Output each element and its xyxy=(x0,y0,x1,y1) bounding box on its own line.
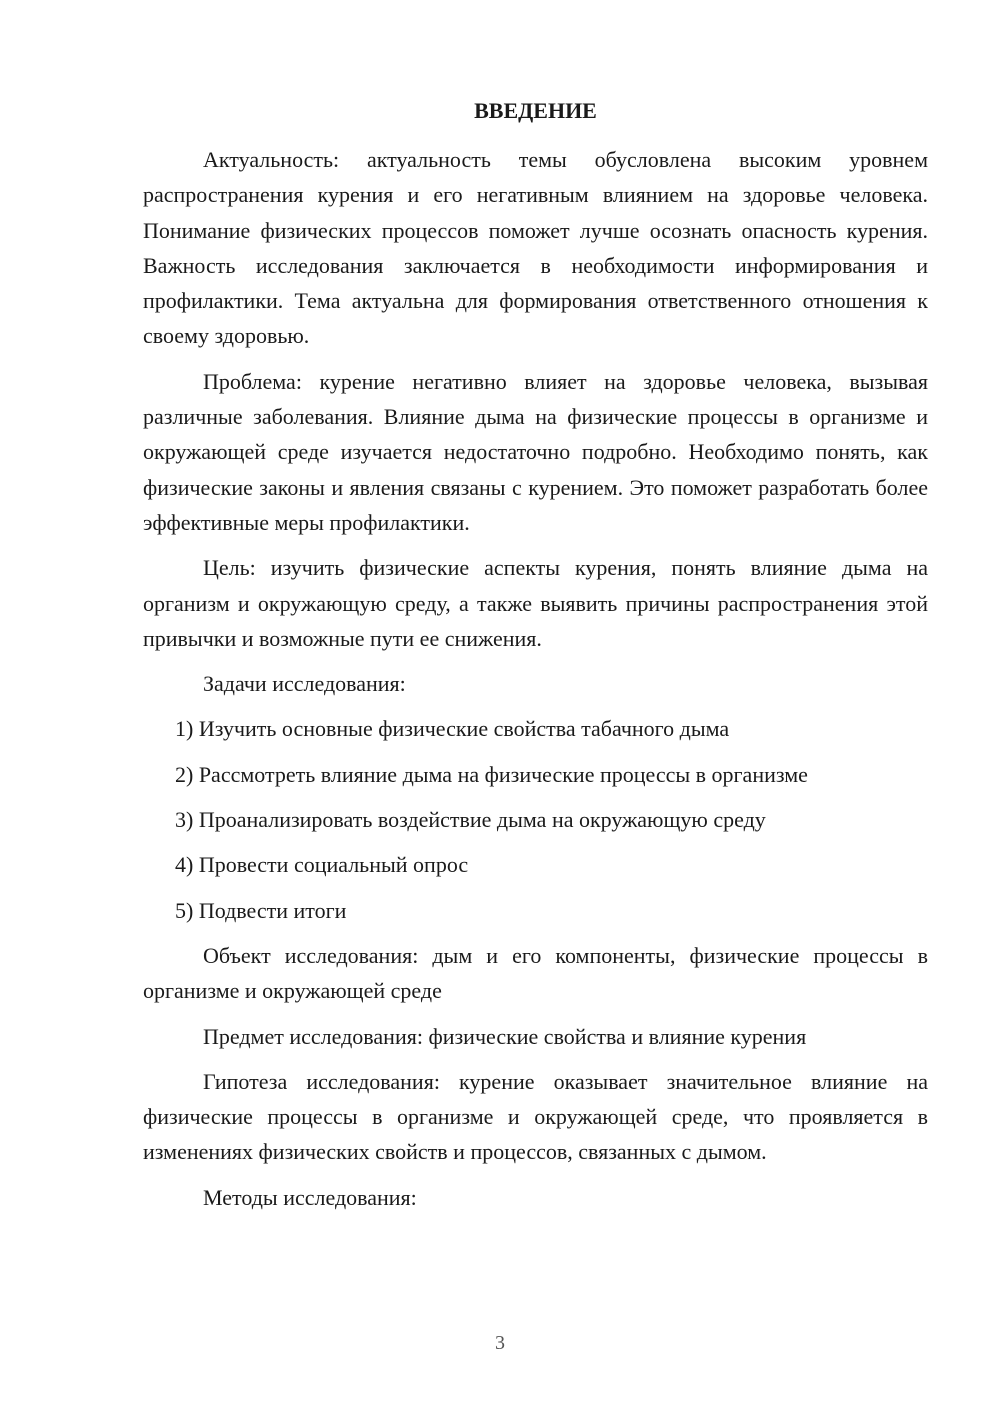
task-item: 3) Проанализировать воздействие дыма на окружающую среду xyxy=(175,807,766,833)
section-heading: ВВЕДЕНИЕ xyxy=(474,98,597,123)
paragraph-methods: Методы исследования: xyxy=(203,1184,417,1210)
task-item: 2) Рассмотреть влияние дыма на физические процессы в организме xyxy=(175,761,808,787)
paragraph-hypothesis: Гипотеза исследования: курение оказывает значительное влияние на физические процессы в организме и окружающей среде, что проявляется в изменениях физических свойств и процессов, связанных с дымом. xyxy=(143,1068,928,1165)
tasks-heading: Задачи исследования: xyxy=(203,671,406,697)
paragraph-goal: Цель: изучить физические аспекты курения, понять влияние дыма на организм и окружающую среду, а также выявить причины распространения этой привычки и возможные пути ее снижения. xyxy=(143,555,928,651)
paragraph-subject: Предмет исследования: физические свойства и влияние курения xyxy=(203,1023,807,1049)
task-item: 5) Подвести итоги xyxy=(175,897,347,923)
task-item: 1) Изучить основные физические свойства табачного дыма xyxy=(175,716,730,742)
paragraph-object: Объект исследования: дым и его компоненты, физические процессы в организме и окружающей среде xyxy=(143,942,928,1004)
document-page xyxy=(143,94,928,1225)
task-item: 4) Провести социальный опрос xyxy=(175,852,469,878)
tasks-list xyxy=(143,711,928,927)
paragraph-problem: Проблема: курение негативно влияет на здоровье человека, вызывая различные заболевания. Влияние дыма на физические процессы в организме и окружающей среде изучается недостаточно подробно. Необходимо понять, как физические законы и явления связаны с курением. Это поможет разработать более эффективные меры профилактики. xyxy=(143,368,928,535)
page-number: 3 xyxy=(495,1332,505,1354)
paragraph-relevance: Актуальность: актуальность темы обусловлена высоким уровнем распространения курения и его негативным влиянием на здоровье человека. Понимание физических процессов поможет лучше осознать опасность курения. Важность исследования заключается в необходимости информирования и профилактики. Тема актуальна для формирования ответственного отношения к своему здоровью. xyxy=(143,147,928,349)
